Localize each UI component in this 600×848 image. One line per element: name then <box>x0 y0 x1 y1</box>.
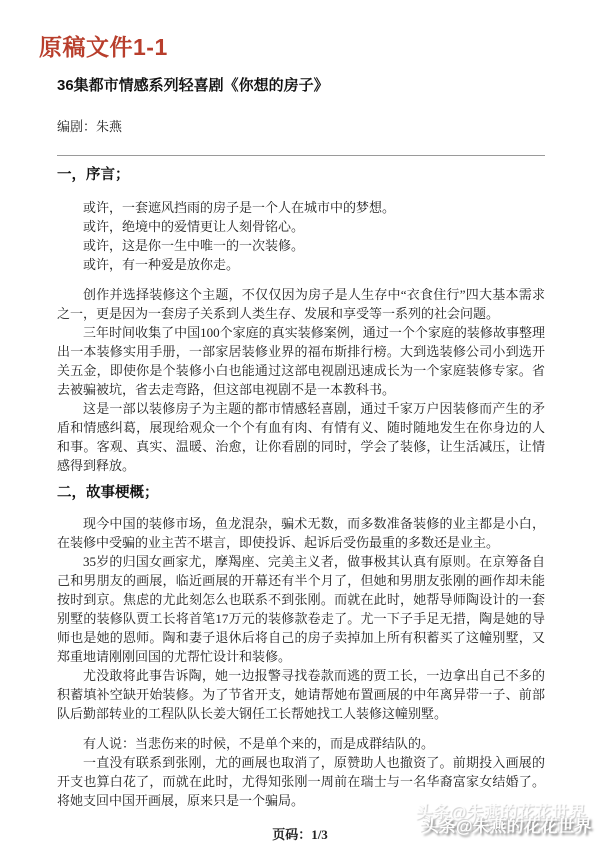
preface-line: 或许，这是你一生中唯一的一次装修。 <box>83 238 305 253</box>
section-2-heading: 二，故事梗概； <box>57 485 159 501</box>
section-1-heading: 一，序言； <box>57 167 130 183</box>
preface-block <box>83 198 545 274</box>
doc-label: 原稿文件1-1 <box>39 34 168 60</box>
paragraph: 一直没有联系到张刚，尤的画展也取消了，原赞助人也撤资了。前期投入画展的开支也算白花了，而就在此时，尤得知张刚一周前在瑞士与一名华裔富家女结婚了。将她支回中国开画展，原来只是一个骗局。 <box>57 755 545 808</box>
paragraph: 三年时间收集了中国100个家庭的真实装修案例，通过一个个家庭的装修故事整理出一本装修实用手册，一部家居装修业界的福布斯排行榜。大到选装修公司小到选开关五金，即使你是个装修小白也能通过这部电视剧迅速成长为一个家庭装修专家。省去被骗被坑，省去走弯路，但这部电视剧不是一本教科书。 <box>57 325 545 397</box>
paragraph: 创作并选择装修这个主题，不仅仅因为房子是人生存中“衣食住行”四大基本需求之一，更是因为一套房子关系到人类生存、发展和享受等一系列的社会问题。 <box>57 287 545 321</box>
author-line: 编剧：朱燕 <box>57 119 123 134</box>
preface-line: 或许，一套遮风挡雨的房子是一个人在城市中的梦想。 <box>83 200 396 215</box>
watermark-ghost-text: 头条@朱燕的花花世界 <box>416 803 587 822</box>
paragraph: 有人说：当悲伤来的时候，不是单个来的，而是成群结队的。 <box>83 736 435 751</box>
watermark-text: 头条@朱燕的花花世界 <box>422 817 593 836</box>
preface-line: 或许，绝境中的爱情更让人刻骨铭心。 <box>83 219 305 234</box>
paragraph: 这是一部以装修房子为主题的都市情感轻喜剧，通过千家万户因装修而产生的矛盾和情感纠葛，展现给观众一个个有血有肉、有情有义、随时随地发生在你身边的人和事。客观、真实、温暖、治愈，让你看剧的同时，学会了装修，让生活减压，让情感得到释放。 <box>57 401 545 473</box>
preface-line: 或许，有一种爱是放你走。 <box>83 257 240 272</box>
paragraph: 现今中国的装修市场，鱼龙混杂，骗术无数，而多数准备装修的业主都是小白，在装修中受骗的业主苦不堪言，即使投诉、起诉后受伤最重的多数还是业主。 <box>57 516 545 550</box>
paragraph: 35岁的归国女画家尤，摩羯座、完美主义者，做事极其认真有原则。在京筹备自己和男朋友的画展，临近画展的开幕还有半个月了，但她和男朋友张刚的画作却未能按时到京。焦虑的尤此刻怎么也联系不到张刚。而就在此时，她帮导师陶设计的一套别墅的装修队贾工长将首笔17万元的装修款卷走了。尤一下子手足无措，陶是她的导师也是她的恩师。陶和妻子退休后将自己的房子卖掉加上所有积蓄买了这幢别墅，又郑重地请刚刚回国的尤帮忙设计和装修。 <box>57 554 545 664</box>
paragraph: 尤没敢将此事告诉陶，她一边报警寻找卷款而逃的贾工长，一边拿出自己不多的积蓄填补空缺开始装修。为了节省开支，她请帮她布置画展的中年离异带一子、前部队后勤部转业的工程队队长姜大钢任工长帮她找工人装修这幢别墅。 <box>57 668 545 721</box>
divider <box>57 155 545 156</box>
doc-title: 36集都市情感系列轻喜剧《你想的房子》 <box>57 77 329 94</box>
page-number: 页码：1/3 <box>272 827 328 842</box>
